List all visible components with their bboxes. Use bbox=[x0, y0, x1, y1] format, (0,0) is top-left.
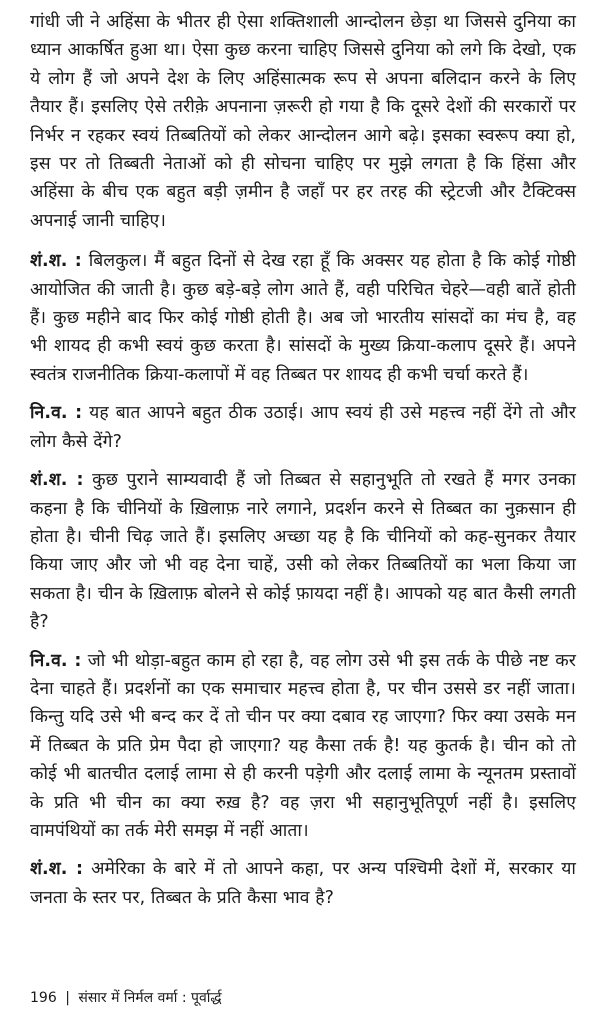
speaker-label: शं.श. : bbox=[30, 470, 84, 491]
interview-question bbox=[30, 466, 576, 636]
speech-text: बिलकुल। मैं बहुत दिनों से देख रहा हूँ कि अक्सर यह होता है कि कोई गोष्ठी आयोजित की जाती है। कुछ बड़े-बड़े लोग आते हैं, वही परिचित चेहरे—वही बातें होती हैं। कुछ महीने बाद फिर कोई गोष्ठी होती है। अब जो भारतीय सांसदों का मंच है, वह भी शायद ही कभी स्वयं कुछ करता है। सांसदों के मुख्य क्रिया-कलाप दूसरे हैं। अपने स्वतंत्र राजनीतिक क्रिया-कलापों में वह तिब्बत पर शायद ही कभी चर्चा करते हैं। bbox=[30, 251, 576, 385]
speech-text: कुछ पुराने साम्यवादी हैं जो तिब्बत से सहानुभूति तो रखते हैं मगर उनका कहना है कि चीनियों के ख़िलाफ़ नारे लगाने, प्रदर्शन करने से तिब्बत का नुक़सान ही होता है। चीनी चिढ़ जाते हैं। इसलिए अच्छा यह है कि चीनियों को कह-सुनकर तैयार किया जाए और जो भी वह देना चाहें, उसी को लेकर तिब्बतियों का भला किया जा सकता है। चीन के ख़िलाफ़ बोलने से कोई फ़ायदा नहीं है। आपको यह बात कैसी लगती है? bbox=[30, 470, 576, 633]
speaker-label: नि.व. : bbox=[30, 403, 83, 424]
interview-question bbox=[30, 247, 576, 389]
page-footer bbox=[30, 988, 222, 1008]
page-number: 196 bbox=[30, 990, 57, 1006]
page-body bbox=[30, 8, 576, 922]
interview-question bbox=[30, 855, 576, 912]
speaker-label: शं.श. : bbox=[30, 251, 82, 272]
speaker-label: शं.श. : bbox=[30, 859, 84, 880]
footer-separator: | bbox=[65, 990, 70, 1006]
speech-text: जो भी थोड़ा-बहुत काम हो रहा है, वह लोग उसे भी इस तर्क के पीछे नष्ट कर देना चाहते हैं। प्रदर्शनों का एक समाचार महत्त्व होता है, पर चीन उससे डर नहीं जाता। किन्तु यदि उसे भी बन्द कर दें तो चीन पर क्या दबाव रह जाएगा? फिर क्या उसके मन में तिब्बत के प्रति प्रेम पैदा हो जाएगा? यह कैसा तर्क है! यह कुतर्क है। चीन को तो कोई भी बातचीत दलाई लामा से ही करनी पड़ेगी और दलाई लामा के न्यूनतम प्रस्तावों के प्रति भी चीन का क्या रुख़ है? वह ज़रा भी सहानुभूतिपूर्ण नहीं है। इसलिए वामपंथियों का तर्क मेरी समझ में नहीं आता। bbox=[30, 650, 577, 841]
interview-answer bbox=[30, 399, 576, 456]
running-title: संसार में निर्मल वर्मा : पूर्वार्द्ध bbox=[78, 990, 222, 1006]
intro-paragraph: गांधी जी ने अहिंसा के भीतर ही ऐसा शक्तिशाली आन्दोलन छेड़ा था जिससे दुनिया का ध्यान आकर्षित हुआ था। ऐसा कुछ करना चाहिए जिससे दुनिया को लगे कि देखो, एक ये लोग हैं जो अपने देश के लिए अहिंसात्मक रूप से अपना बलिदान करने के लिए तैयार हैं। इसलिए ऐसे तरीक़े अपनाना ज़रूरी हो गया है कि दूसरे देशों की सरकारों पर निर्भर न रहकर स्वयं तिब्बतियों को लेकर आन्दोलन आगे बढ़े। इसका स्वरूप क्या हो, इस पर तो तिब्बती नेताओं को ही सोचना चाहिए पर मुझे लगता है कि हिंसा और अहिंसा के बीच एक बहुत बड़ी ज़मीन है जहाँ पर हर तरह की स्ट्रेटजी और टैक्टिक्स अपनाई जानी चाहिए। bbox=[30, 12, 576, 231]
speech-text: यह बात आपने बहुत ठीक उठाई। आप स्वयं ही उसे महत्त्व नहीं देंगे तो और लोग कैसे देंगे? bbox=[30, 403, 577, 452]
speaker-label: नि.व. : bbox=[30, 650, 82, 671]
interview-answer bbox=[30, 647, 576, 846]
speech-text: अमेरिका के बारे में तो आपने कहा, पर अन्य पश्चिमी देशों में, सरकार या जनता के स्तर पर, तिब्बत के प्रति कैसा भाव है? bbox=[30, 859, 577, 908]
